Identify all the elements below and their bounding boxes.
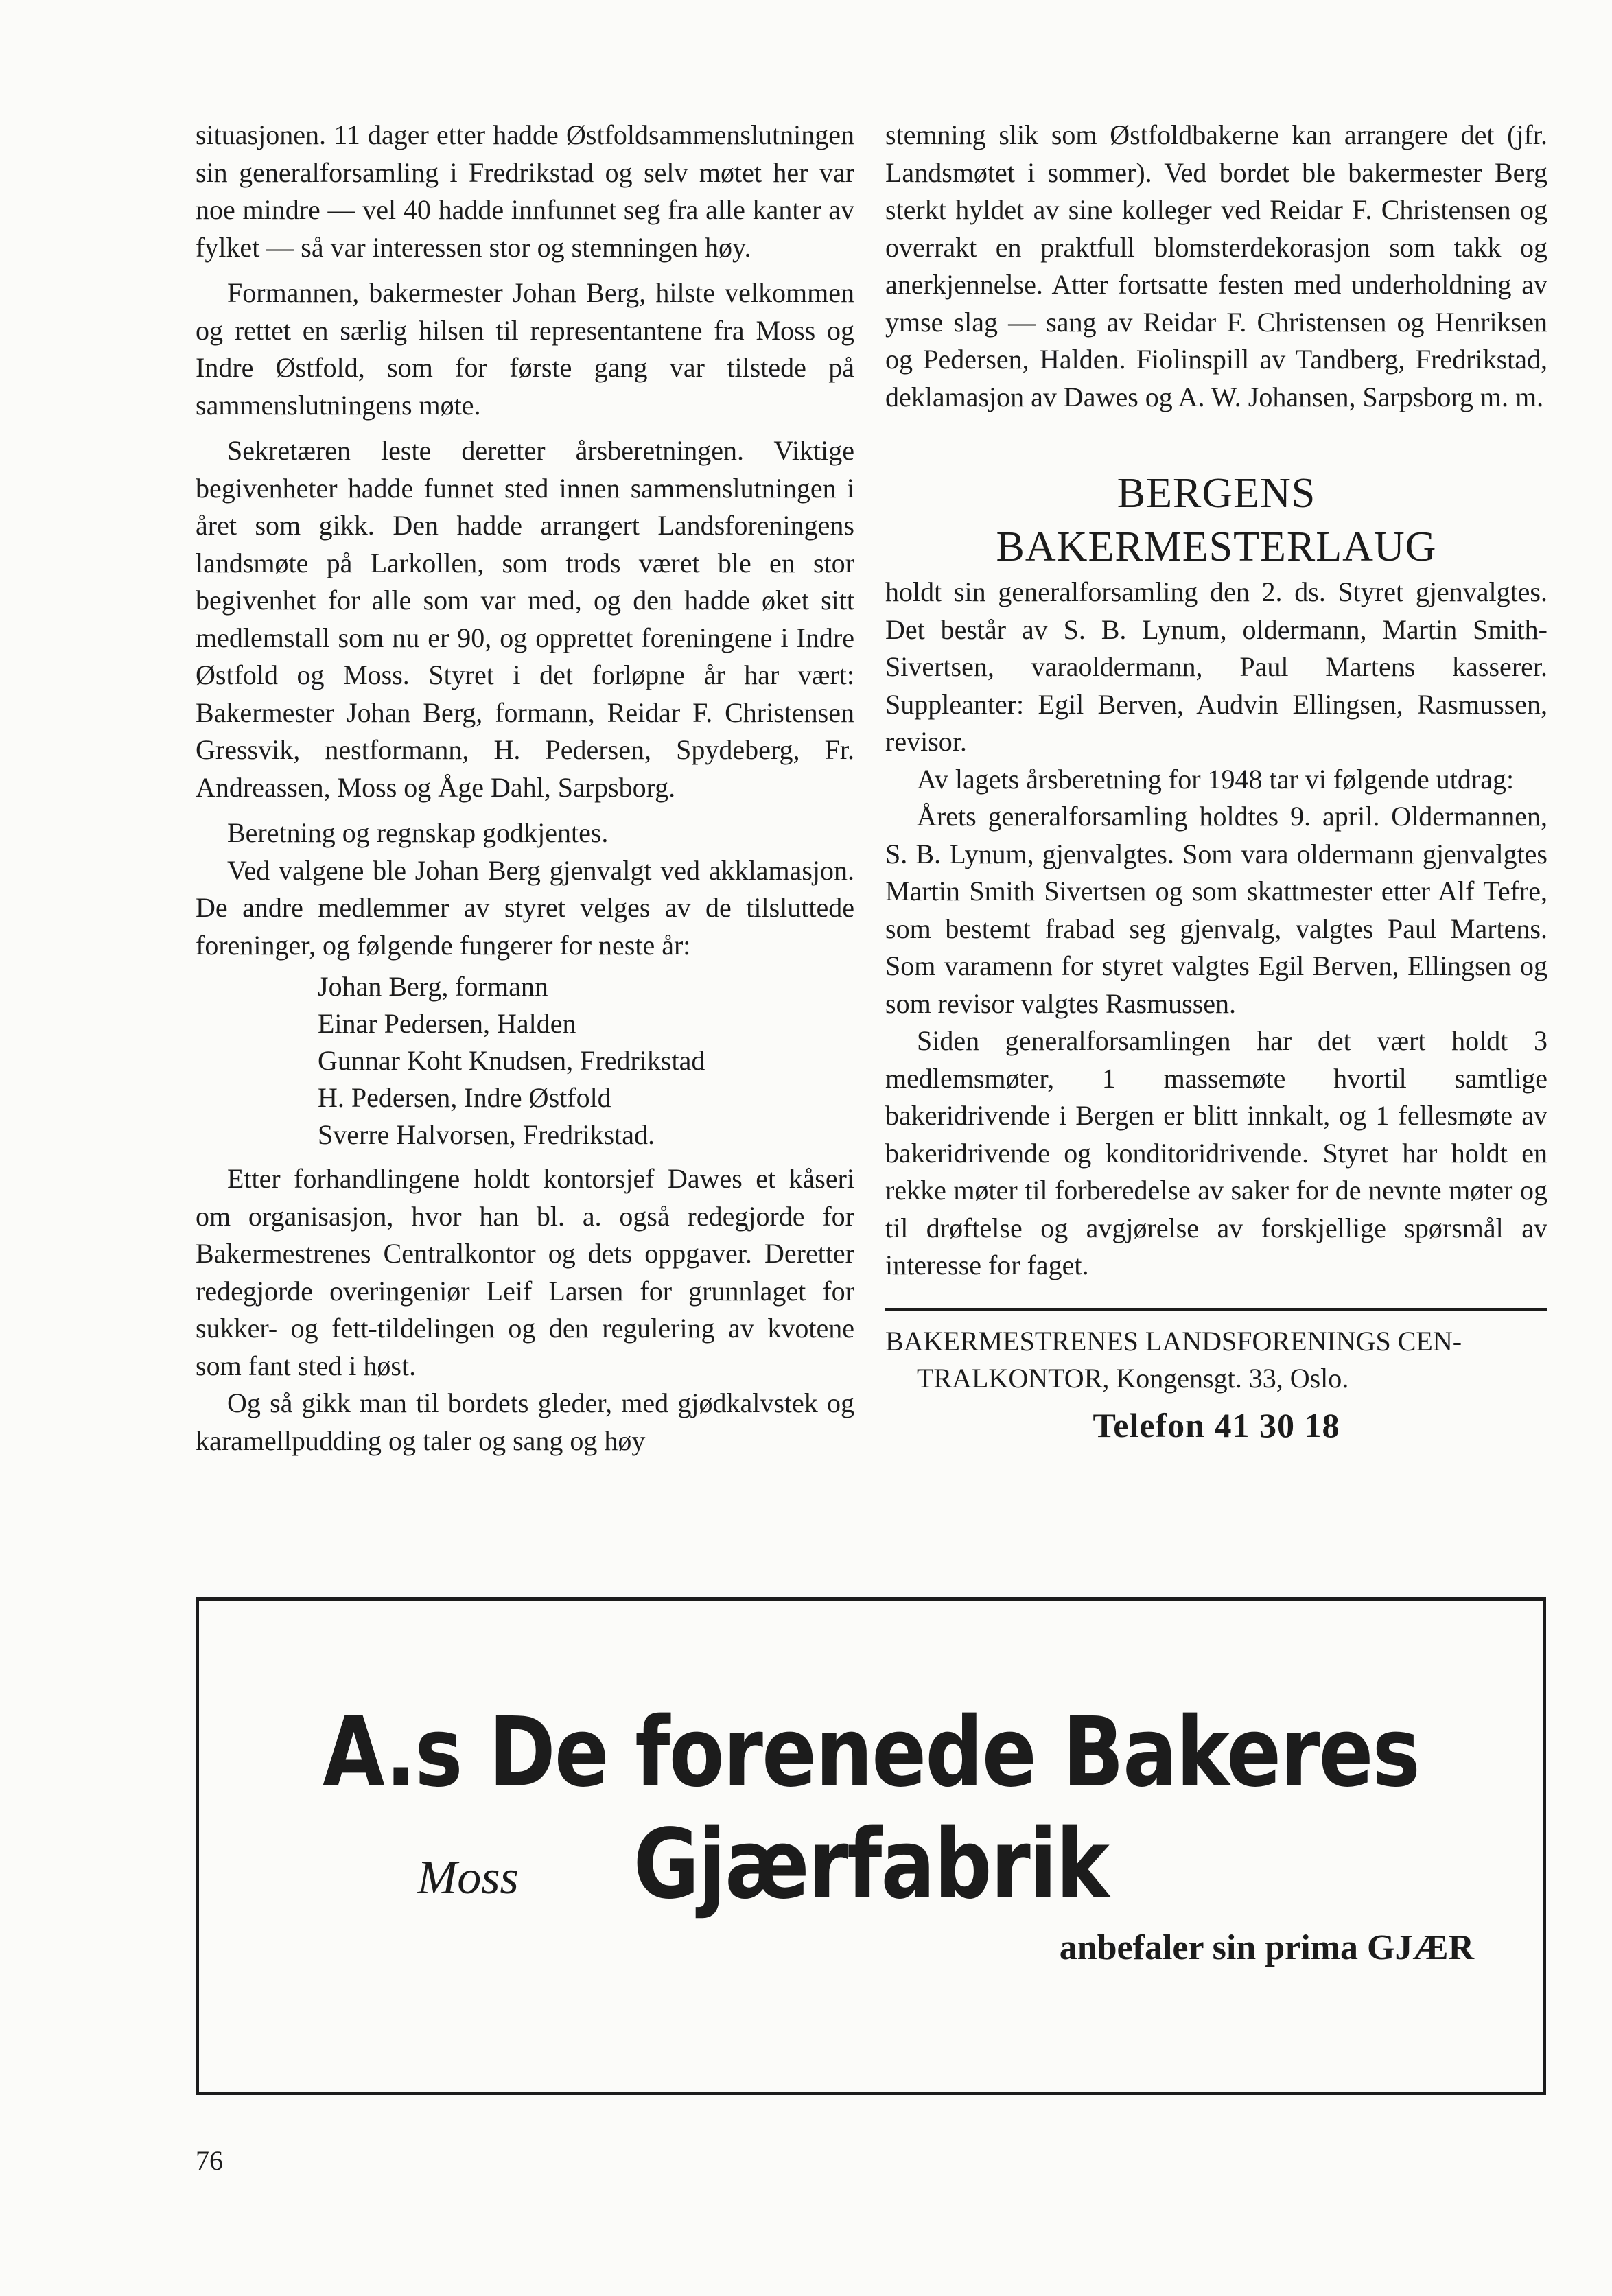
section-heading: BERGENS <box>1117 470 1316 517</box>
right-column <box>885 117 1547 1444</box>
board-member: Einar Pedersen, Halden <box>318 1008 576 1039</box>
paragraph: Beretning og regnskap godkjentes. <box>227 817 609 848</box>
address-line: BAKERMESTRENES LANDSFORENINGS CEN- <box>885 1325 1462 1357</box>
board-member: Johan Berg, formann <box>318 971 548 1002</box>
ad-city: Moss <box>417 1851 519 1904</box>
paragraph: Og så gikk man til bordets gleder, med gjødkalvstek og karamellpudding og taler og sang og høy <box>196 1387 854 1456</box>
page-number: 76 <box>196 2145 223 2176</box>
left-column <box>196 117 854 1460</box>
board-list <box>196 968 854 1153</box>
address <box>885 1323 1547 1397</box>
board-member: Sverre Halvorsen, Fredrikstad. <box>318 1119 655 1150</box>
paragraph: Sekretæren leste deretter årsberetningen. Viktige begivenheter hadde funnet sted innen sammenslutningen i året som gikk. Den hadde arrangert Landsforeningens landsmøte på Larkollen, som trods været ble en stor begivenhet for alle som var med, og den hadde øket sitt medlemstall som nu er 90, og opprettet foreningene i Indre Østfold og Moss. Styret i det forløpne år har vært: Bakermester Johan Berg, formann, Reidar F. Christensen Gressvik, nestformann, H. Pedersen, Spydeberg, Fr. Andreassen, Moss og Åge Dahl, Sarpsborg. <box>196 435 854 803</box>
phone-number: Telefon 41 30 18 <box>1093 1405 1340 1444</box>
paragraph: holdt sin generalforsamling den 2. ds. Styret gjenvalgtes. Det består av S. B. Lynum, oldermann, Martin Smith-Sivertsen, varaoldermann, Paul Martens kasserer. Suppleanter: Egil Berven, Audvin Ellingsen, Rasmussen, revisor. <box>885 576 1547 757</box>
paragraph: situasjonen. 11 dager etter hadde Østfoldsammenslutningen sin generalforsamling i Fredrikstad og selv møtet her var noe mindre — vel 40 hadde innfunnet seg fra alle kanter av fylket — så var interessen stor og stemningen høy. <box>196 119 854 263</box>
paragraph: Årets generalforsamling holdtes 9. april. Oldermannen, S. B. Lynum, gjenvalgtes. Som vara oldermann gjenvalgtes Martin Smith Sivertsen og som skattmester etter Alf Tefre, som bestemt frabad seg gjenvalg, valgtes Paul Martens. Som varamenn for styret valgtes Egil Berven, Ellingsen og som revisor valgtes Rasmussen. <box>885 801 1547 1019</box>
board-member: H. Pedersen, Indre Østfold <box>318 1082 611 1113</box>
paragraph: Av lagets årsberetning for 1948 tar vi følgende utdrag: <box>917 763 1515 795</box>
ad-title: A.s De forenede Bakeres Gjærfabrik <box>322 1697 1420 1921</box>
paragraph: Formannen, bakermester Johan Berg, hilste velkommen og rettet en særlig hilsen til representantene fra Moss og Indre Østfold, som for første gang var tilstede på sammenslutningens møte. <box>196 277 854 421</box>
divider <box>885 1308 1547 1311</box>
board-member: Gunnar Koht Knudsen, Fredrikstad <box>318 1045 705 1076</box>
paragraph: Siden generalforsamlingen har det vært holdt 3 medlemsmøter, 1 massemøte hvortil samtlige bakeridrivende i Bergen er blitt innkalt, og 1 fellesmøte av bakeridrivende og konditoridrivende. Styret har holdt en rekke møter til forberedelse av saker for de nevnte møter og til drøftelse og avgjørelse av forskjellige spørsmål av interesse for faget. <box>885 1025 1547 1280</box>
advertisement-box <box>196 1597 1546 2095</box>
address-line: TRALKONTOR, Kongensgt. 33, Oslo. <box>917 1362 1349 1394</box>
paragraph: stemning slik som Østfoldbakerne kan arrangere det (jfr. Landsmøtet i sommer). Ved bordet ble bakermester Berg sterkt hyldet av sine kolleger ved Reidar F. Christensen og overrakt en praktfull blomsterdekorasjon som takk og anerkjennelse. Atter fortsatte festen med underholdning av ymse slag — sang av Reidar F. Christensen og Henriksen og Pedersen, Halden. Fiolinspill av Tandberg, Fredrikstad, deklamasjon av Dawes og A. W. Johansen, Sarpsborg m. m. <box>885 119 1547 412</box>
section-heading: BAKERMESTERLAUG <box>996 524 1437 570</box>
ad-tagline: anbefaler sin prima GJÆR <box>1059 1928 1474 1967</box>
paragraph: Etter forhandlingene holdt kontorsjef Dawes et kåseri om organisasjon, hvor han bl. a. også redegjorde for Bakermestrenes Centralkontor og dets oppgaver. Deretter redegjorde overingeniør Leif Larsen for grunnlaget for sukker- og fett-tildelingen og den regulering av kvotene som fant sted i høst. <box>196 1163 854 1381</box>
paragraph: Ved valgene ble Johan Berg gjenvalgt ved akklamasjon. De andre medlemmer av styret velges av de tilsluttede foreninger, og følgende fungerer for neste år: <box>196 854 854 961</box>
